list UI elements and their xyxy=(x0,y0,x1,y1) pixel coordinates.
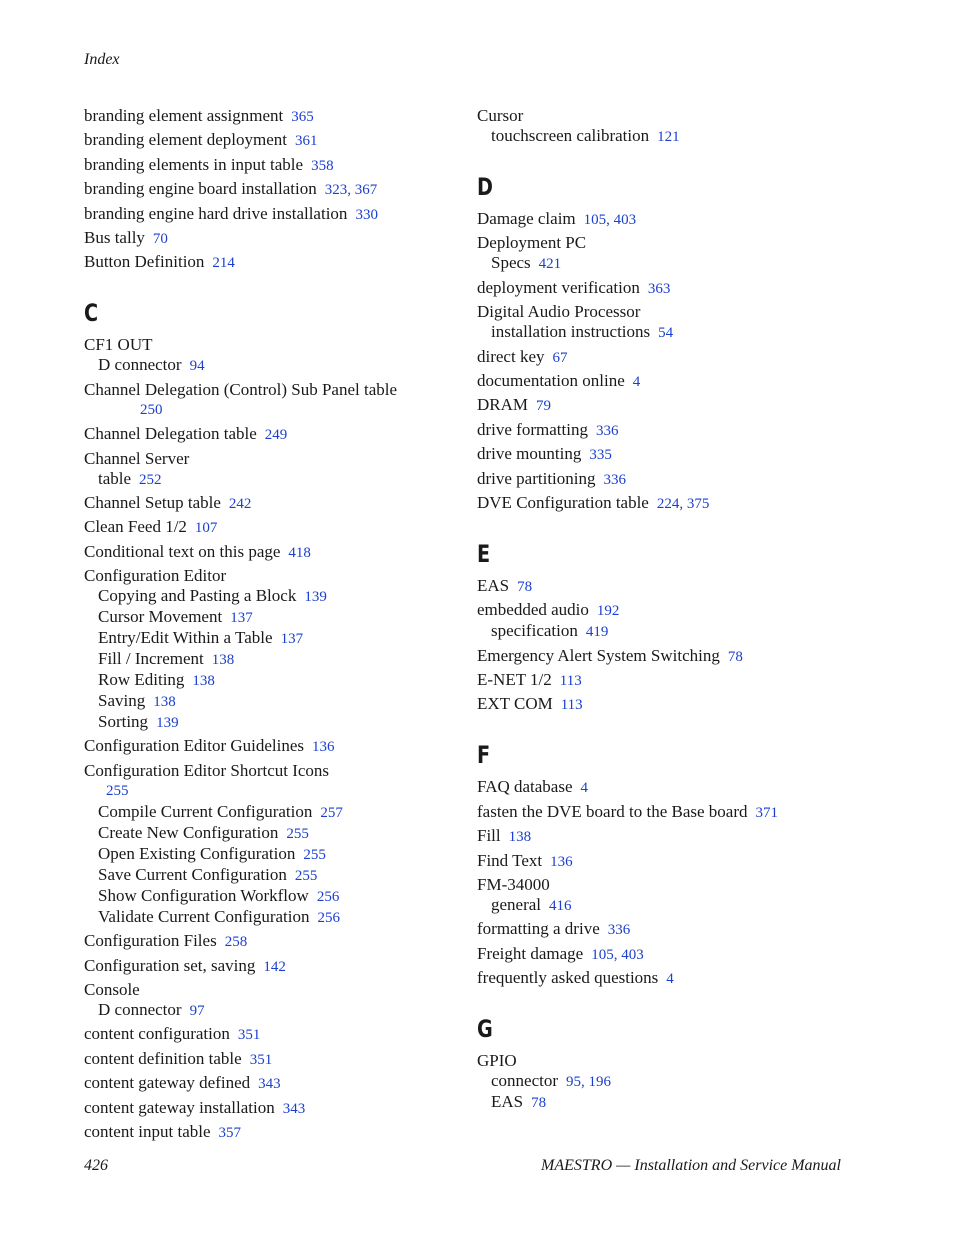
index-entry: Damage claim 105, 403 xyxy=(477,209,637,228)
index-entry: Deployment PC xyxy=(477,233,587,253)
page-ref[interactable]: 252 xyxy=(139,471,162,488)
page-ref[interactable]: 136 xyxy=(312,739,335,756)
index-entry: branding element deployment 361 xyxy=(84,130,318,150)
index-entry: FAQ database 4 xyxy=(477,777,589,797)
page-ref[interactable]: 365 xyxy=(291,109,314,125)
page-ref[interactable]: 250 xyxy=(140,401,163,418)
page-ref[interactable]: 95, 196 xyxy=(566,1074,612,1091)
page-ref[interactable]: 419 xyxy=(585,624,609,641)
index-entry: Clean Feed 1/2 107 xyxy=(84,517,218,537)
index-subentry: Create New Configuration 255 xyxy=(98,822,309,842)
section-letter-e: E xyxy=(477,539,491,568)
page-ref[interactable]: 258 xyxy=(224,934,248,951)
index-entry: Bus tally 70 xyxy=(84,227,168,247)
page-ref[interactable]: 54 xyxy=(658,325,674,342)
index-subentry: installation instructions 54 xyxy=(491,322,674,342)
index-entry: branding engine board installation 323, 367 xyxy=(84,179,378,199)
index-entry: EAS 78 xyxy=(477,575,533,595)
page-ref[interactable]: 4 xyxy=(580,780,589,797)
page-ref[interactable]: 255 xyxy=(286,825,309,842)
index-column-right xyxy=(477,106,877,1113)
index-entry: DRAM 79 xyxy=(477,395,552,415)
page-ref[interactable]: 107 xyxy=(194,520,218,537)
index-entry: formatting a drive 336 xyxy=(477,919,631,939)
index-entry: branding elements in input table 358 xyxy=(84,154,334,174)
page-ref[interactable]: 97 xyxy=(189,1003,205,1020)
index-subentry: Saving 138 xyxy=(98,691,176,711)
page-ref[interactable]: 192 xyxy=(596,603,620,620)
index-entry: Cursor xyxy=(477,106,524,125)
page-ref[interactable]: 105, 403 xyxy=(591,946,644,963)
page-ref[interactable]: 4 xyxy=(666,971,674,988)
index-entry: EXT COM 113 xyxy=(477,694,583,714)
index-entry: CF1 OUT xyxy=(84,335,153,355)
page-ref[interactable]: 79 xyxy=(536,398,552,415)
page-ref[interactable]: 113 xyxy=(560,697,583,714)
page-ref-continuation xyxy=(84,400,454,421)
page-ref[interactable]: 137 xyxy=(230,610,253,627)
page-ref[interactable]: 94 xyxy=(189,358,205,375)
page-ref[interactable]: 336 xyxy=(607,922,631,939)
index-entry: Configuration Editor xyxy=(84,566,227,586)
running-header: Index xyxy=(84,51,120,68)
index-entry: Configuration Editor Shortcut Icons xyxy=(84,760,330,780)
page-number: 426 xyxy=(84,1157,108,1174)
index-subentry: Row Editing 138 xyxy=(98,670,215,690)
index-entry: drive mounting 335 xyxy=(477,444,612,464)
index-entry: Fill 138 xyxy=(477,826,532,846)
page-ref[interactable]: 257 xyxy=(320,804,343,821)
page-ref[interactable]: 363 xyxy=(647,280,671,297)
index-entry: documentation online 4 xyxy=(477,370,641,390)
index-subentry: touchscreen calibration 121 xyxy=(491,126,680,145)
index-subentry: Open Existing Configuration 255 xyxy=(98,843,326,863)
index-entry: Console xyxy=(84,980,140,1000)
index-entry: content configuration 351 xyxy=(84,1024,261,1044)
index-entry: Emergency Alert System Switching 78 xyxy=(477,645,743,665)
page-ref[interactable]: 78 xyxy=(517,578,533,595)
index-entry: deployment verification 363 xyxy=(477,277,671,297)
index-entry: Channel Delegation table 249 xyxy=(84,424,288,444)
index-entry: Channel Server xyxy=(84,448,190,468)
index-entry: fasten the DVE board to the Base board 371 xyxy=(477,801,778,821)
index-entry: Button Definition 214 xyxy=(84,252,235,272)
index-subentry: Fill / Increment 138 xyxy=(98,649,235,669)
page-ref[interactable]: 67 xyxy=(552,349,568,366)
page-ref-continuation xyxy=(84,781,454,802)
index-subentry: connector 95, 196 xyxy=(491,1071,612,1091)
page-ref[interactable]: 105, 403 xyxy=(583,212,637,228)
index-entry: drive partitioning 336 xyxy=(477,468,627,488)
index-subentry: Sorting 139 xyxy=(98,712,179,732)
index-subentry: Entry/Edit Within a Table 137 xyxy=(98,628,304,648)
index-entry: drive formatting 336 xyxy=(477,419,619,439)
page-ref[interactable]: 214 xyxy=(212,255,235,272)
page-ref[interactable]: 138 xyxy=(153,694,176,711)
page-ref[interactable]: 351 xyxy=(237,1027,261,1044)
page-ref[interactable]: 138 xyxy=(211,652,235,669)
index-subentry: Copying and Pasting a Block 139 xyxy=(98,586,327,606)
page-ref[interactable]: 142 xyxy=(263,958,286,975)
index-entry: DVE Configuration table 224, 375 xyxy=(477,492,710,512)
index-subentry: D connector 94 xyxy=(98,355,205,375)
page-ref[interactable]: 421 xyxy=(538,256,562,273)
index-subentry: Validate Current Configuration 256 xyxy=(98,906,341,926)
index-subentry: general 416 xyxy=(491,895,572,915)
index-subentry: D connector 97 xyxy=(98,1000,205,1020)
page-ref[interactable]: 242 xyxy=(228,495,252,512)
page-ref[interactable]: 336 xyxy=(603,471,627,488)
index-entry: Conditional text on this page 418 xyxy=(84,541,311,561)
index-entry: direct key 67 xyxy=(477,346,568,366)
index-entry: content input table 357 xyxy=(84,1121,242,1141)
page-ref[interactable]: 138 xyxy=(508,829,532,846)
section-letter-c: C xyxy=(84,299,99,328)
index-entry: embedded audio 192 xyxy=(477,600,620,620)
page-ref[interactable]: 371 xyxy=(755,804,778,821)
page-ref[interactable]: 255 xyxy=(106,782,129,799)
page-ref[interactable]: 416 xyxy=(549,898,572,915)
index-entry: branding engine hard drive installation 330 xyxy=(84,203,378,223)
page-ref[interactable]: 335 xyxy=(589,447,612,464)
page-ref[interactable]: 4 xyxy=(632,373,641,390)
running-footer-title: MAESTRO — Installation and Service Manual xyxy=(541,1157,841,1174)
section-letter-d: D xyxy=(477,173,493,201)
page-ref[interactable]: 256 xyxy=(316,888,340,905)
page-ref[interactable]: 357 xyxy=(218,1124,242,1141)
index-entry: Configuration Editor Guidelines 136 xyxy=(84,736,335,756)
page-ref[interactable]: 138 xyxy=(192,673,215,690)
index-subentry: Show Configuration Workflow 256 xyxy=(98,885,340,905)
index-subentry: Cursor Movement 137 xyxy=(98,607,253,627)
index-column-left xyxy=(84,106,454,1143)
index-entry: GPIO xyxy=(477,1051,517,1071)
page-ref[interactable]: 255 xyxy=(294,867,318,884)
section-letter-f: F xyxy=(477,741,491,770)
index-entry: content gateway defined 343 xyxy=(84,1073,281,1093)
index-subentry: Save Current Configuration 255 xyxy=(98,864,318,884)
index-entry: frequently asked questions 4 xyxy=(477,968,674,988)
page-ref[interactable]: 330 xyxy=(355,206,378,223)
index-entry: Configuration Files 258 xyxy=(84,931,248,951)
index-entry: content definition table 351 xyxy=(84,1048,273,1068)
index-subentry: table 252 xyxy=(98,468,162,488)
index-entry: Configuration set, saving 142 xyxy=(84,955,286,975)
page-ref[interactable]: 224, 375 xyxy=(656,495,710,512)
page-ref[interactable]: 361 xyxy=(295,133,318,150)
page-ref[interactable]: 358 xyxy=(311,157,334,174)
page-ref[interactable]: 255 xyxy=(303,846,326,863)
page-ref[interactable]: 351 xyxy=(249,1051,273,1068)
page-ref[interactable]: 70 xyxy=(152,230,168,247)
index-entry: E-NET 1/2 113 xyxy=(477,670,582,690)
index-entry: branding element assignment 365 xyxy=(84,106,314,125)
page-ref[interactable]: 136 xyxy=(550,853,573,870)
page-ref[interactable]: 139 xyxy=(304,589,327,606)
page-ref[interactable]: 137 xyxy=(280,631,304,648)
page-ref[interactable]: 256 xyxy=(317,909,341,926)
index-subentry: EAS 78 xyxy=(491,1092,547,1112)
index-entry: content gateway installation 343 xyxy=(84,1097,306,1117)
page-ref[interactable]: 113 xyxy=(559,673,582,690)
index-subentry: specification 419 xyxy=(491,621,609,641)
page-ref[interactable]: 336 xyxy=(595,422,619,439)
index-subentry: Specs 421 xyxy=(491,253,562,273)
page-ref[interactable]: 78 xyxy=(727,648,743,665)
index-entry: Channel Delegation (Control) Sub Panel table xyxy=(84,379,398,399)
page-ref[interactable]: 418 xyxy=(288,544,311,561)
index-subentry: Compile Current Configuration 257 xyxy=(98,801,343,821)
index-entry: Find Text 136 xyxy=(477,850,573,870)
page-ref[interactable]: 323, 367 xyxy=(324,182,378,199)
page-ref[interactable]: 121 xyxy=(657,129,680,145)
page-ref[interactable]: 249 xyxy=(264,427,288,444)
index-entry: Freight damage 105, 403 xyxy=(477,943,644,963)
index-entry: FM-34000 xyxy=(477,875,550,895)
page-ref[interactable]: 78 xyxy=(531,1095,547,1112)
page-ref[interactable]: 139 xyxy=(156,715,179,732)
index-entry: Channel Setup table 242 xyxy=(84,492,252,512)
index-entry: Digital Audio Processor xyxy=(477,302,641,322)
page-ref[interactable]: 343 xyxy=(282,1100,306,1117)
page-ref[interactable]: 343 xyxy=(258,1076,281,1093)
section-letter-g: G xyxy=(477,1015,493,1044)
